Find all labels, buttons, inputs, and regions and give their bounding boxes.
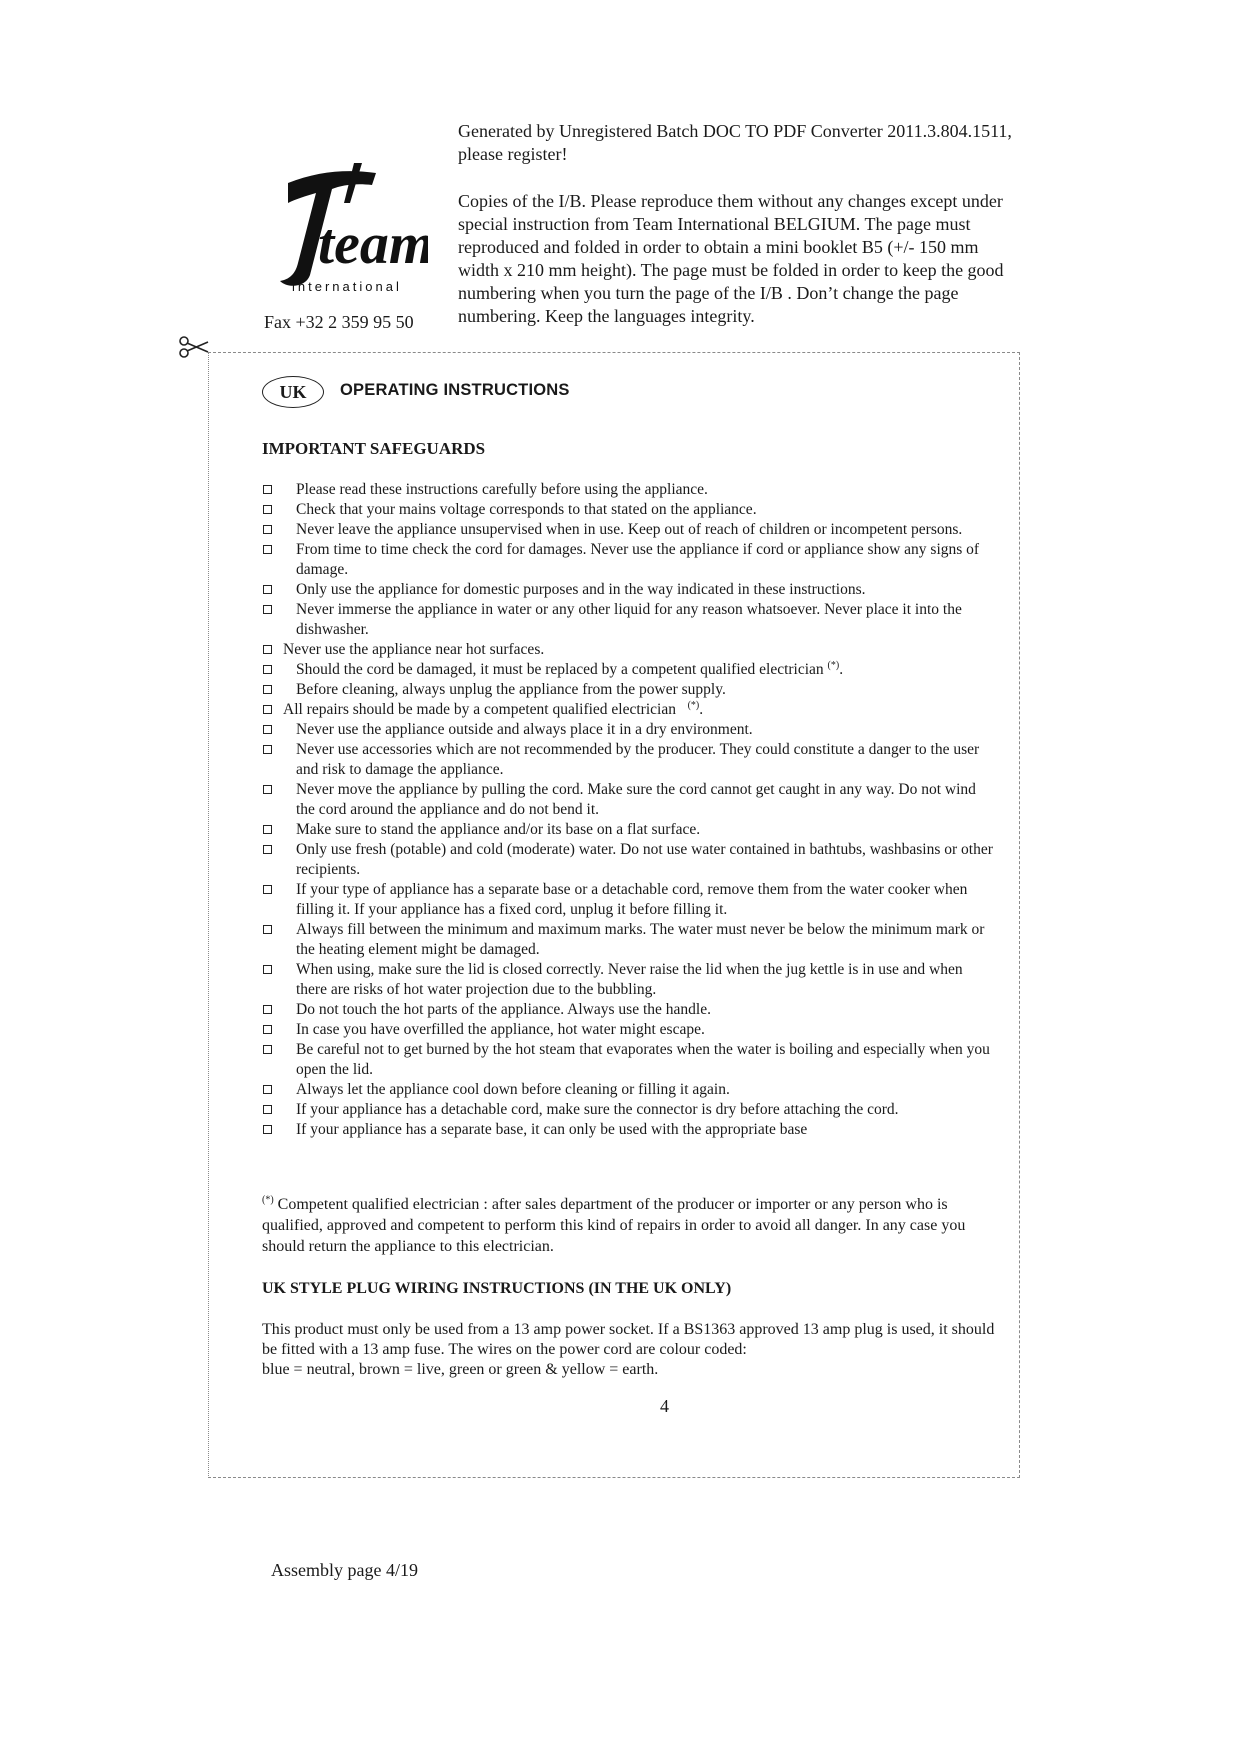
list-item: If your type of appliance has a separate base or a detachable cord, remove them from the water cooker when filling it. If your appliance has a fixed cord, unplug it before filling it. (262, 880, 997, 920)
footnote-ref: (*) (827, 659, 840, 671)
list-item: If your appliance has a detachable cord, make sure the connector is dry before attaching the cord. (262, 1100, 997, 1120)
footnote (262, 1194, 1002, 1257)
fax-number: Fax +32 2 359 95 50 (264, 312, 414, 332)
checkbox-bullet-icon (263, 845, 272, 854)
list-item: Should the cord be damaged, it must be replaced by a competent qualified electrician (*). (262, 660, 997, 680)
list-item: All repairs should be made by a competent qualified electrician (*). (262, 700, 997, 720)
assembly-page-label: Assembly page 4/19 (271, 1560, 418, 1580)
list-item: Please read these instructions carefully before using the appliance. (262, 480, 997, 500)
list-item: Before cleaning, always unplug the appliance from the power supply. (262, 680, 997, 700)
list-item: Never use accessories which are not recommended by the producer. They could constitute a danger to the user and risk to damage the appliance. (262, 740, 997, 780)
team-logo (258, 163, 428, 303)
list-item: Only use fresh (potable) and cold (moderate) water. Do not use water contained in bathtubs, washbasins or other recipients. (262, 840, 997, 880)
list-item: If your appliance has a separate base, it can only be used with the appropriate base (262, 1120, 997, 1140)
list-item: Do not touch the hot parts of the appliance. Always use the handle. (262, 1000, 997, 1020)
list-item: Always let the appliance cool down before cleaning or filling it again. (262, 1080, 997, 1100)
checkbox-bullet-icon (263, 965, 272, 974)
checkbox-bullet-icon (263, 885, 272, 894)
checkbox-bullet-icon (263, 585, 272, 594)
list-item: Never move the appliance by pulling the cord. Make sure the cord cannot get caught in any way. Do not wind the cord around the appliance and do not bend it. (262, 780, 997, 820)
safeguards-list (262, 480, 997, 1140)
checkbox-bullet-icon (263, 1125, 272, 1134)
checkbox-bullet-icon (263, 785, 272, 794)
plug-wiring-body (262, 1320, 1002, 1380)
list-item: Only use the appliance for domestic purposes and in the way indicated in these instructions. (262, 580, 997, 600)
checkbox-bullet-icon (263, 645, 272, 654)
scissors-icon (178, 335, 210, 359)
checkbox-bullet-icon (263, 745, 272, 754)
checkbox-bullet-icon (263, 665, 272, 674)
page-number: 4 (660, 1396, 669, 1416)
operating-instructions-title: OPERATING INSTRUCTIONS (340, 381, 570, 399)
list-item: Never immerse the appliance in water or any other liquid for any reason whatsoever. Never place it into the dishwasher. (262, 600, 997, 640)
safeguards-title: IMPORTANT SAFEGUARDS (262, 439, 486, 458)
list-item: Be careful not to get burned by the hot steam that evaporates when the water is boiling and especially when you open the lid. (262, 1040, 997, 1080)
checkbox-bullet-icon (263, 705, 272, 714)
copies-notice: Copies of the I/B. Please reproduce them without any changes except under special instruction from Team International BELGIUM. The page must reproduced and folded in order to obtain a mini booklet B5 (+/- 150 mm width x 210 mm height). The page must be folded in order to keep the good numbering when you turn the page of the I/B . Don’t change the page numbering. Keep the languages integrity. (458, 191, 1004, 326)
checkbox-bullet-icon (263, 925, 272, 934)
checkbox-bullet-icon (263, 605, 272, 614)
checkbox-bullet-icon (263, 825, 272, 834)
plug-wiring-line-2: blue = neutral, brown = live, green or green & yellow = earth. (262, 1361, 659, 1378)
list-item: Never use the appliance near hot surfaces. (262, 640, 997, 660)
checkbox-bullet-icon (263, 545, 272, 554)
checkbox-bullet-icon (263, 525, 272, 534)
checkbox-bullet-icon (263, 1105, 272, 1114)
generated-notice: Generated by Unregistered Batch DOC TO PDF Converter 2011.3.804.1511, please register! (458, 121, 1012, 164)
checkbox-bullet-icon (263, 1045, 272, 1054)
logo-subword: international (292, 279, 402, 294)
plug-wiring-title: UK STYLE PLUG WIRING INSTRUCTIONS (IN THE UK ONLY) (262, 1280, 732, 1297)
plug-wiring-line-1: This product must only be used from a 13 amp power socket. If a BS1363 approved 13 amp plug is used, it should be fitted with a 13 amp fuse. The wires on the power cord are colour coded: (262, 1321, 995, 1358)
list-item: Check that your mains voltage corresponds to that stated on the appliance. (262, 500, 997, 520)
list-item: Make sure to stand the appliance and/or its base on a flat surface. (262, 820, 997, 840)
footnote-mark: (*) (262, 1194, 274, 1206)
footnote-ref: (*) (687, 699, 700, 711)
checkbox-bullet-icon (263, 1025, 272, 1034)
checkbox-bullet-icon (263, 685, 272, 694)
list-item: Never leave the appliance unsupervised when in use. Keep out of reach of children or incompetent persons. (262, 520, 997, 540)
list-item: Always fill between the minimum and maximum marks. The water must never be below the minimum mark or the heating element might be damaged. (262, 920, 997, 960)
checkbox-bullet-icon (263, 1085, 272, 1094)
language-badge: UK (262, 376, 324, 408)
list-item: Never use the appliance outside and always place it in a dry environment. (262, 720, 997, 740)
list-item: In case you have overfilled the appliance, hot water might escape. (262, 1020, 997, 1040)
checkbox-bullet-icon (263, 505, 272, 514)
footnote-text: Competent qualified electrician : after sales department of the producer or importer or any person who is qualified, approved and competent to perform this kind of repairs in order to avoid all danger. In any case you should return the appliance to this electrician. (262, 1196, 966, 1255)
checkbox-bullet-icon (263, 725, 272, 734)
list-item: From time to time check the cord for damages. Never use the appliance if cord or appliance show any signs of damage. (262, 540, 997, 580)
checkbox-bullet-icon (263, 1005, 272, 1014)
logo-word: team (318, 211, 428, 276)
list-item: When using, make sure the lid is closed correctly. Never raise the lid when the jug kettle is in use and when there are risks of hot water projection due to the bubbling. (262, 960, 997, 1000)
checkbox-bullet-icon (263, 485, 272, 494)
team-logo-graphic (258, 163, 428, 303)
